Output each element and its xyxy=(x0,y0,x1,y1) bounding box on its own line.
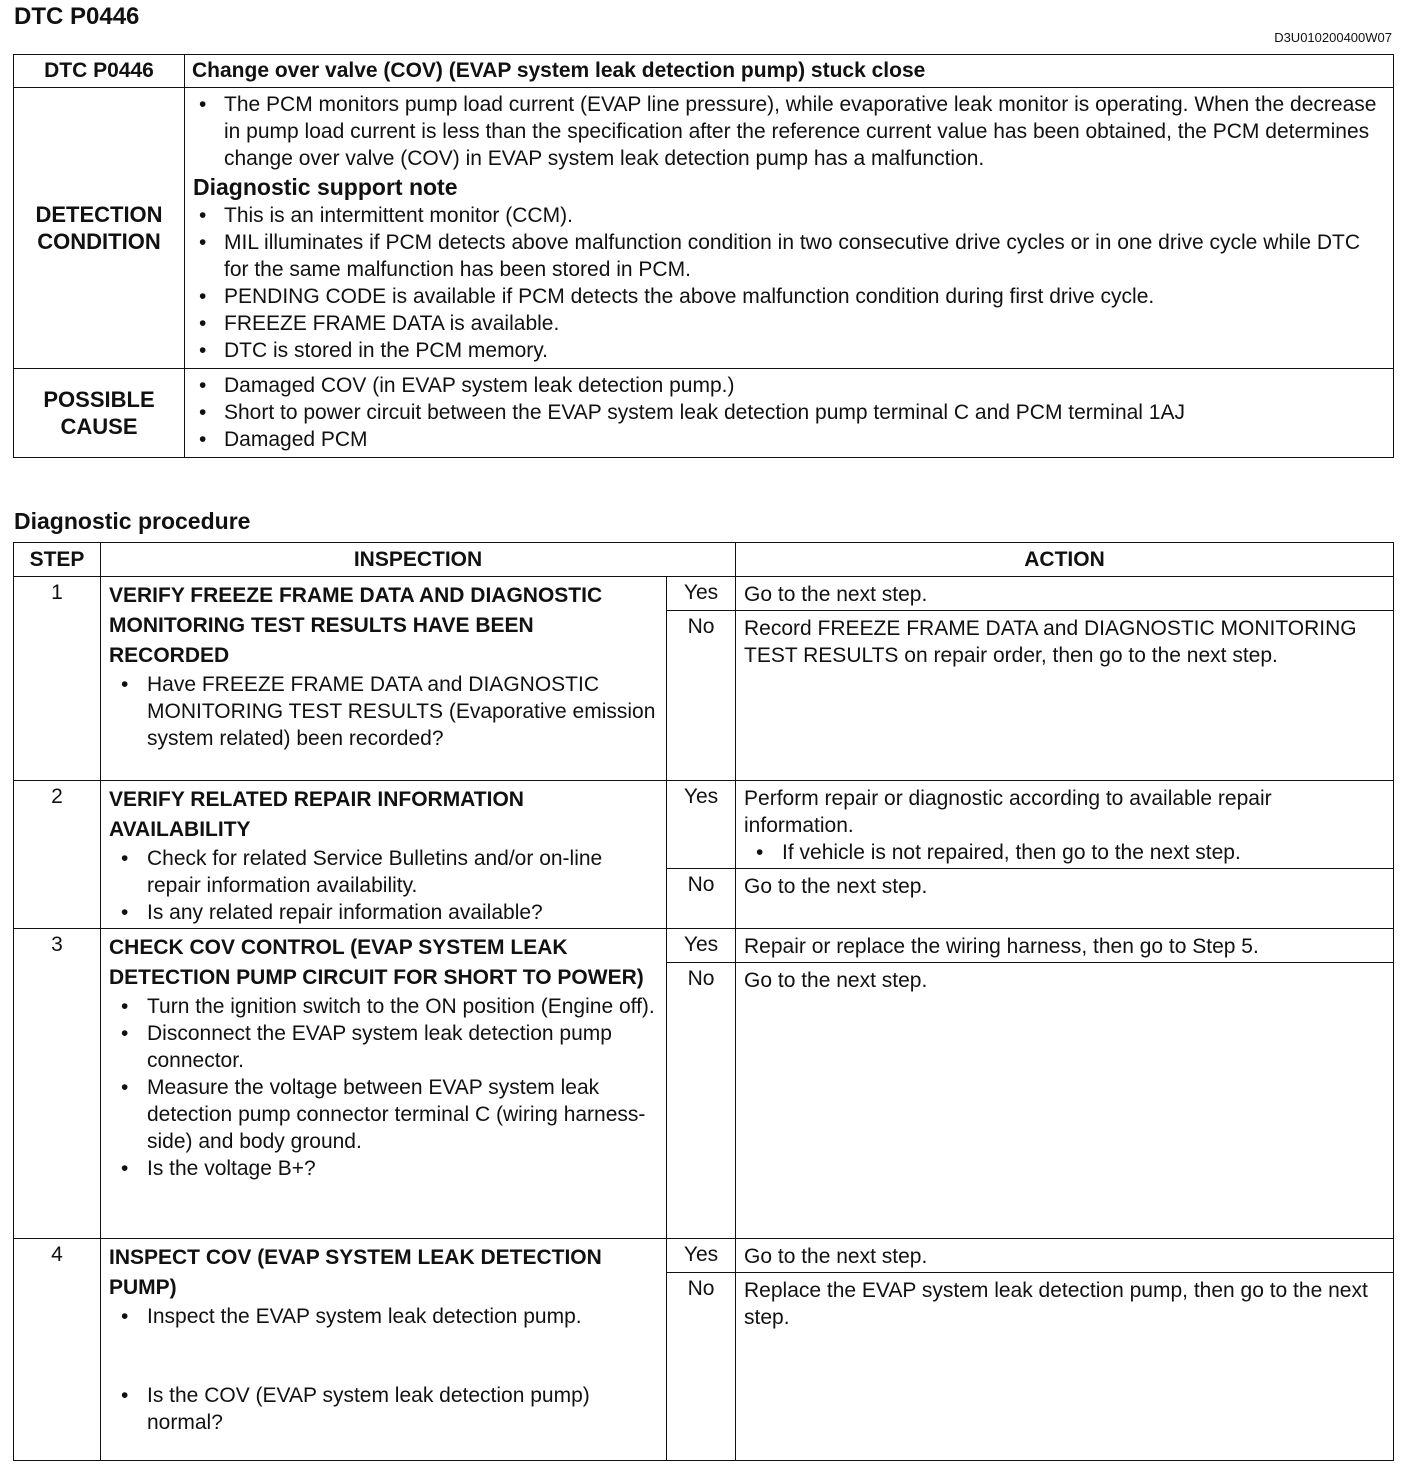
document-id: D3U010200400W07 xyxy=(1274,30,1392,45)
no-label: No xyxy=(667,1273,736,1461)
yes-action: Go to the next step. xyxy=(736,577,1394,611)
detection-bullet: • The PCM monitors pump load current (EVAP line pressure), while evaporative leak monitor is operating. When the decrease in pump load current is less than the specification after the reference current value has been obtained, the PCM determines change over valve (COV) in EVAP system leak detection pump has a malfunction. xyxy=(193,91,1385,172)
yes-label: Yes xyxy=(667,1239,736,1273)
yes-label: Yes xyxy=(667,781,736,869)
no-label: No xyxy=(667,963,736,1239)
dtc-description-cell: Change over valve (COV) (EVAP system leak detection pump) stuck close xyxy=(185,55,1394,88)
inspection-bullet: • Check for related Service Bulletins and/or on-line repair information availability. xyxy=(109,845,658,899)
procedure-header-row xyxy=(14,543,1394,577)
procedure-table xyxy=(13,542,1394,1461)
inspection-bullet: • Is any related repair information available? xyxy=(109,899,658,926)
yes-action-text: Perform repair or diagnostic according to available repair information. xyxy=(744,787,1272,837)
step-column-header: STEP xyxy=(14,543,101,577)
inspection-bullet: • Is the voltage B+? xyxy=(109,1155,658,1182)
table-row xyxy=(14,781,1394,869)
inspection-bullet: • Turn the ignition switch to the ON position (Engine off). xyxy=(109,993,658,1020)
yes-action: Go to the next step. xyxy=(736,1239,1394,1273)
inspection-bullet: • Is the COV (EVAP system leak detection pump) normal? xyxy=(109,1382,658,1436)
cause-item: • Damaged PCM xyxy=(193,426,1385,453)
yes-action xyxy=(736,781,1394,869)
yes-action-bullet: • If vehicle is not repaired, then go to the next step. xyxy=(744,839,1385,866)
inspection-cell xyxy=(101,929,667,1239)
dtc-header-row xyxy=(14,55,1394,88)
inspection-bullet: • Disconnect the EVAP system leak detection pump connector. xyxy=(109,1020,658,1074)
cause-item: • Short to power circuit between the EVAP system leak detection pump terminal C and PCM terminal 1AJ xyxy=(193,399,1385,426)
support-note-heading: Diagnostic support note xyxy=(193,174,458,200)
detection-bullets xyxy=(193,91,1385,172)
support-note-item: • MIL illuminates if PCM detects above malfunction condition in two consecutive drive cycles or in one drive cycle while DTC for the same malfunction has been stored in PCM. xyxy=(193,229,1385,283)
possible-cause-content xyxy=(185,369,1394,458)
step-number: 3 xyxy=(14,929,101,1239)
yes-label: Yes xyxy=(667,577,736,611)
dtc-summary-table xyxy=(13,54,1394,458)
step-number: 1 xyxy=(14,577,101,781)
table-row xyxy=(14,577,1394,611)
inspection-title: INSPECT COV (EVAP SYSTEM LEAK DETECTION PUMP) xyxy=(109,1246,602,1299)
cause-item: • Damaged COV (in EVAP system leak detection pump.) xyxy=(193,372,1385,399)
inspection-cell xyxy=(101,1239,667,1461)
spacer xyxy=(109,1330,658,1382)
cause-label-line2: CAUSE xyxy=(60,414,138,439)
detection-condition-content xyxy=(185,88,1394,369)
possible-cause-label xyxy=(14,369,185,458)
dtc-code-cell: DTC P0446 xyxy=(14,55,185,88)
support-note-item: • This is an intermittent monitor (CCM). xyxy=(193,202,1385,229)
possible-cause-row xyxy=(14,369,1394,458)
yes-action-bullets xyxy=(744,839,1385,866)
table-row xyxy=(14,1239,1394,1273)
inspection-title: VERIFY RELATED REPAIR INFORMATION AVAILABILITY xyxy=(109,788,524,841)
inspection-title: VERIFY FREEZE FRAME DATA AND DIAGNOSTIC MONITORING TEST RESULTS HAVE BEEN RECORDED xyxy=(109,584,603,667)
no-action: Record FREEZE FRAME DATA and DIAGNOSTIC MONITORING TEST RESULTS on repair order, then go to the next step. xyxy=(736,611,1394,781)
inspection-bullets xyxy=(109,1303,658,1436)
yes-action: Repair or replace the wiring harness, then go to Step 5. xyxy=(736,929,1394,963)
support-notes-list xyxy=(193,202,1385,364)
no-action: Replace the EVAP system leak detection pump, then go to the next step. xyxy=(736,1273,1394,1461)
support-note-item: • DTC is stored in the PCM memory. xyxy=(193,337,1385,364)
inspection-column-header: INSPECTION xyxy=(101,543,736,577)
inspection-bullet: • Inspect the EVAP system leak detection pump. xyxy=(109,1303,658,1330)
inspection-bullets xyxy=(109,671,658,752)
inspection-title: CHECK COV CONTROL (EVAP SYSTEM LEAK DETECTION PUMP CIRCUIT FOR SHORT TO POWER) xyxy=(109,936,644,989)
support-note-item: • PENDING CODE is available if PCM detects the above malfunction condition during first drive cycle. xyxy=(193,283,1385,310)
no-label: No xyxy=(667,869,736,929)
no-action: Go to the next step. xyxy=(736,963,1394,1239)
action-column-header: ACTION xyxy=(736,543,1394,577)
procedure-heading: Diagnostic procedure xyxy=(14,508,251,534)
detection-condition-row xyxy=(14,88,1394,369)
inspection-cell xyxy=(101,781,667,929)
yes-label: Yes xyxy=(667,929,736,963)
table-row xyxy=(14,929,1394,963)
cause-label-line1: POSSIBLE xyxy=(43,387,155,412)
cause-list xyxy=(193,372,1385,453)
detection-label-line1: DETECTION xyxy=(35,202,163,227)
support-note-item: • FREEZE FRAME DATA is available. xyxy=(193,310,1385,337)
inspection-bullets xyxy=(109,845,658,926)
inspection-bullets xyxy=(109,993,658,1182)
no-action: Go to the next step. xyxy=(736,869,1394,929)
page-title: DTC P0446 xyxy=(14,3,140,30)
step-number: 4 xyxy=(14,1239,101,1461)
inspection-bullet: • Measure the voltage between EVAP system leak detection pump connector terminal C (wiring harness-side) and body ground. xyxy=(109,1074,658,1155)
inspection-bullet: • Have FREEZE FRAME DATA and DIAGNOSTIC MONITORING TEST RESULTS (Evaporative emission system related) been recorded? xyxy=(109,671,658,752)
detection-condition-label xyxy=(14,88,185,369)
no-label: No xyxy=(667,611,736,781)
inspection-cell xyxy=(101,577,667,781)
detection-label-line2: CONDITION xyxy=(37,229,161,254)
step-number: 2 xyxy=(14,781,101,929)
